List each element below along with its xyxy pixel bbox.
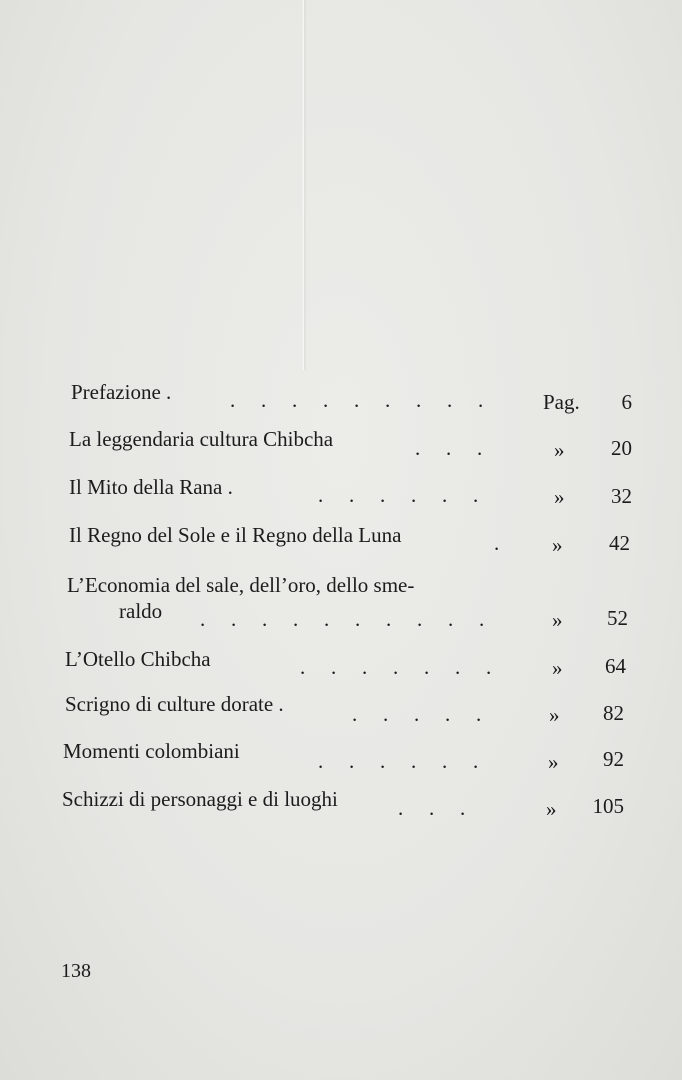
ditto-mark: » — [546, 797, 557, 821]
toc-entry-title-continuation: raldo — [119, 599, 163, 623]
ditto-mark: » — [554, 438, 565, 462]
toc-entry-page: 6 — [621, 390, 632, 414]
page-number: 138 — [61, 960, 91, 982]
leader-dots: . . . . . — [352, 702, 482, 726]
toc-entry-page: 105 — [592, 794, 624, 818]
toc-entry-title: Schizzi di personaggi e di luoghi — [62, 787, 338, 811]
toc-entry-page: 92 — [603, 747, 624, 771]
ditto-mark: » — [548, 750, 559, 774]
toc-entry-page: 82 — [603, 701, 624, 725]
toc-entry-page: 64 — [605, 654, 626, 678]
toc-entry-title: Il Regno del Sole e il Regno della Luna — [69, 523, 402, 547]
toc-entry-page: 32 — [611, 484, 632, 508]
toc-entry-page: 52 — [607, 606, 628, 630]
leader-dots: . . . . . . . . . — [230, 388, 484, 412]
leader-dots: . . . . . . . . . . — [200, 607, 485, 631]
toc-entry-title: Scrigno di culture dorate . — [65, 692, 284, 716]
ditto-mark: » — [552, 608, 563, 632]
ditto-mark: » — [554, 485, 565, 509]
toc-entry-title: L’Economia del sale, dell’oro, dello sme- — [67, 573, 415, 597]
toc-entry-title: La leggendaria cultura Chibcha — [69, 427, 334, 451]
toc-entry-title: L’Otello Chibcha — [65, 647, 211, 671]
leader-dots: . . . . . . . — [300, 655, 492, 679]
page-label: Pag. — [543, 390, 580, 414]
leader-dots: . . . — [415, 436, 483, 460]
toc-entry-title: Prefazione . — [71, 380, 172, 404]
toc-entry-title: Il Mito della Rana . — [69, 475, 233, 499]
toc-entry-page: 42 — [609, 531, 630, 555]
toc-entry-page: 20 — [611, 436, 632, 460]
toc-entry-title: Momenti colombiani — [63, 739, 240, 763]
ditto-mark: » — [549, 703, 560, 727]
leader-dots: . . . — [398, 796, 466, 820]
leader-dots: . . . . . . — [318, 749, 479, 773]
ditto-mark: » — [552, 533, 563, 557]
leader-dots: . — [494, 531, 500, 555]
ditto-mark: » — [552, 656, 563, 680]
leader-dots: . . . . . . — [318, 483, 479, 507]
